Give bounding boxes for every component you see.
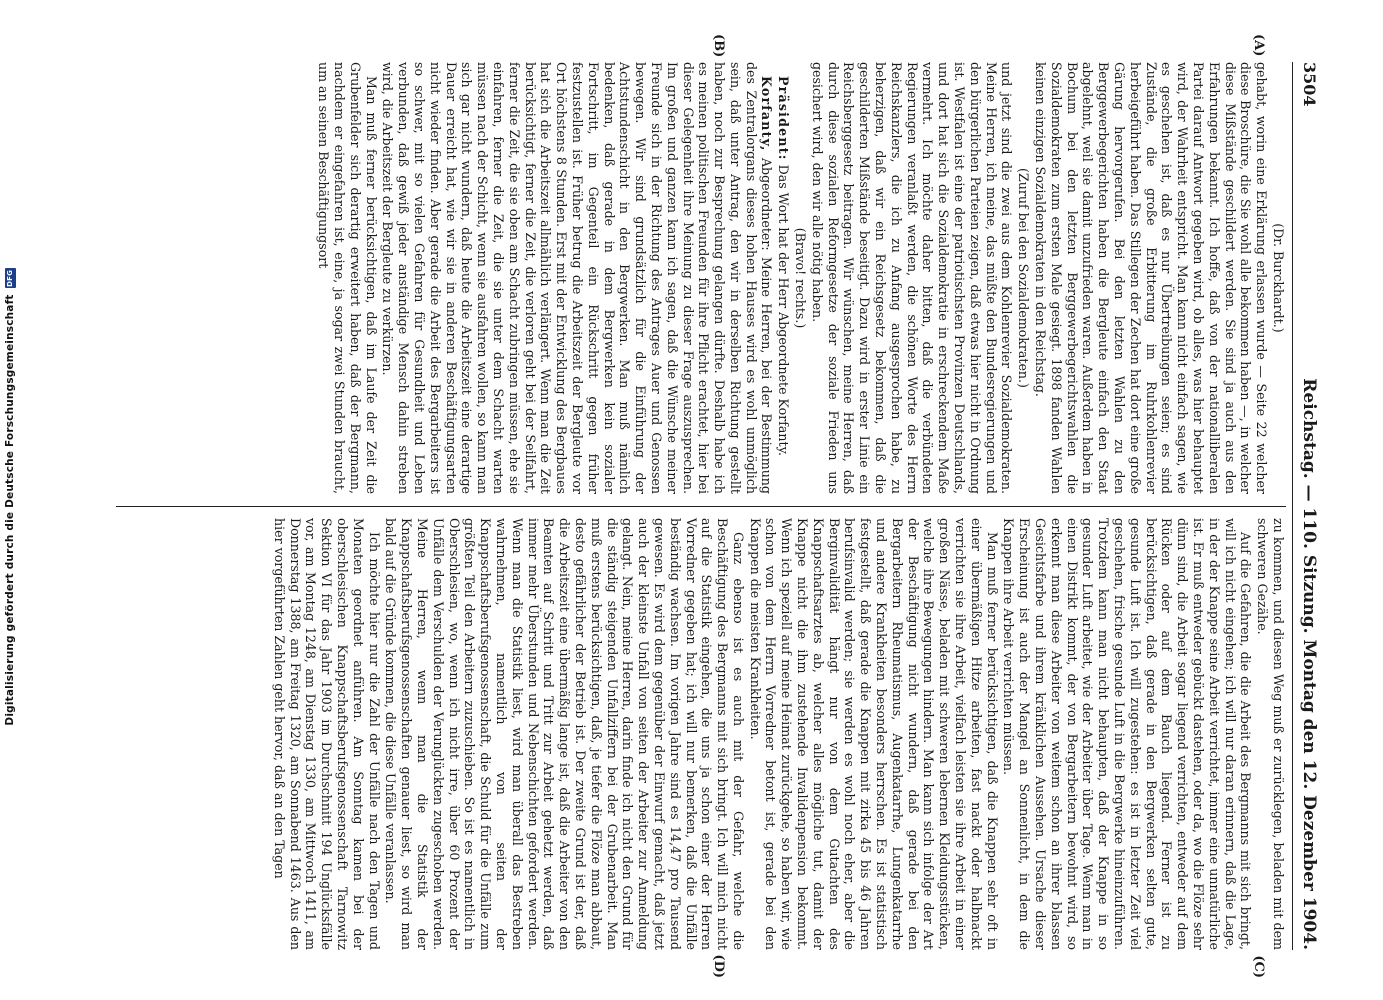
speaker-note: (Dr. Burckhardt.) [1271,223,1286,333]
speech-start [380,62,775,494]
left-column [116,34,1286,494]
dfg-logo: DFG [5,269,14,287]
column-divider [116,506,1286,507]
right-column [116,518,1286,978]
margin-marker-c: (C) [1251,955,1266,978]
interjection: (Zuruf bei den Sozialdemokraten.) [1016,168,1032,388]
document-page [63,20,1333,980]
margin-marker-b: (B) [711,34,726,58]
president-statement [776,62,792,494]
paragraph: Ganz ebenso ist es auch mit der Gefahr, welche die Beschäftigung des Bergmanns mit sich bringt. Ich will mich nicht auf die Statistik eingehen, die uns ja schon einer der Herren Vorredner gegeben hat; ich will nur bemerken, daß die Unfälle beständig wachsen. Im vorigen Jahre sind es 14,47 pro Tausend gewesen. Es wird dem gegenüber der Einwurf gemacht, daß jetzt auch der kleinste Unfall von seiten der Arbeiter zur Anmeldung gelangt. Nein, meine Herren, darin finde ich nicht den Grund für die ständig steigenden Unfallziffern bei der Grubenarbeit. Man muß erstens berücksichtigen, daß, je tiefer die Flöze man abbaut, desto gefährlicher der Betrieb ist. Der zweite Grund ist der, daß die Arbeitszeit eine übermäßig lange ist, daß die Arbeiter von den Beamten auf Schritt und Tritt zur Arbeit gehetzt werden, daß immer mehr Überstunden und Nebenschichten gefordert werden. Wenn man die Statistik liest, wird man überall das Bestreben wahrnehmen, namentlich von seiten der Knappschaftsberufsgenossenschaft, die Schuld für die Unfälle zum größten Teil den Arbeitern zuzuschieben. So ist es namentlich in Oberschlesien, wo, wenn ich nicht irre, über 60 Prozent der Unfälle dem Verschulden der Verunglückten zugeschoben werden. Meine Herren, wenn man die Statistik der Knappschaftsberufsgenossenschaften genauer liest, so wird man bald auf die Gründe kommen, die diese Unfälle veranlassen. [383,518,746,950]
paragraph: Meine Herren, bei der Bestimmung des Zentralorgans dieses hohen Hauses wird es wohl unmöglich sein, daß unter Antrag, den wir in derselben Richtung gestellt haben, noch zur Besprechung gelangen dürfte. Deshalb habe ich es meinen politischen Freunden für ihre Pflicht erachtet, hier bei dieser Gelegenheit ihre Meinung zu dieser Frage auszusprechen. Im großen und ganzen kann ich sagen, daß die Wünsche meiner Freunde sich in der Richtung des Antrages Auer und Genossen bewegen. Wir sind grundsätzlich für die Einführung der Achtstundenschicht in den Bergwerken. Man muß nämlich bedenken, daß gerade in dem Bergwerken kein sozialer Fortschritt, im Gegenteil ein Rückschritt gegen früher festzustellen ist. Früher betrug die Arbeitszeit der Bergleute vor Ort höchstens 8 Stunden. Erst mit der Entwicklung des Bergbaues hat sich die Arbeitszeit allmählich verlängert. Wenn man die Zeit berücksichtigt, ferner die Zeit, die verloren geht bei der Seilfahrt, ferner die Zeit, die sie oben am Schacht zubringen müssen, ehe sie einfahren, ferner die Zeit, die sie unter dem Schacht warten müssen nach der Schicht, wenn sie ausfahren wollen, so kann man sich gar nicht wundern, daß heute die Arbeitszeit eine derartige Dauer erreicht hat, wie wir sie in anderen Beschäftigungsarten nicht wieder finden. Aber gerade die Arbeit des Bergarbeiters ist so schwer, mit so vielen Gefahren für Gesundheit und Leben verbunden, daß gewiß jeder anständige Mensch dahin streben wird, die Arbeitszeit der Bergleute zu verkürzen. [380,62,775,494]
paragraph: Man muß ferner berücksichtigen, daß die Knappen sehr oft in einer übermäßigen Hitze arbeiten, fast nackt oder halbnackt verrichten sie ihre Arbeit, vielfach leisten sie ihre Arbeit in einer großen Nässe, beladen mit schweren lebernen Kleidungsstücken, welche ihre Bewegungen hindern. Man kann sich infolge der Art der Beschäftigung nicht wundern, daß gerade bei den Bergarbeitern Rheumatismus, Augenkatarrhe, Lungenkatarrhe und andere Krankheiten besonders herrschen. Es ist statistisch festgestellt, daß gerade die Knappen mit zirka 45 bis 46 Jahren berufsinvalid werden; sie werden es wohl noch eher, aber die Berginvalidität hängt nur von dem Gutachten des Knappschaftsarztes ab, welcher alles mögliche tut, damit der Knappe nicht die ihm zustehende Invalidenpension bekommt. Wenn ich speziell auf meine Heimat zurückgehe, so haben wir, wie schon von dem Herrn Vorredner betont ist, gerade bei den Knappen die meisten Krankheiten. [747,518,1000,950]
paragraph: Man muß ferner berücksichtigen, daß im Laufe der Zeit die Grubenfelder sich derartig erweitert haben, daß der Bergmann, nachdem er eingefahren ist, eine, ja sogar zwei Stunden braucht, um an seinen Beschäftigungsort [316,62,379,494]
paragraph: und jetzt sind die zwei aus dem Kohlenrevier Sozialdemokraten. Meine Herren, ich meine, das müßte den Bundesregierungen und den bürgerlichen Parteien zeigen, daß etwas hier nicht in Ordnung ist. Westfalen ist eine der patriotischsten Provinzen Deutschlands, und dort hat sich die Sozialdemokratie in erschreckendem Maße vermehrt. Ich möchte daher bitten, daß die verbündeten Regierungen veranlaßt werden, die schönen Worte des Herrn Reichskanzlers, die ich zu Anfang ausgesprochen habe, zu beherzigen, daß wir ein Reichsgesetz bekommen, daß die geschilderten Mißstände beseitigt. Dazu wird in erster Linie ein Reichsberggesetz beitragen. Wir wünschen, meine Herren, daß durch diese sozialen Reformgesetze der soziale Frieden uns gesichert wird, den wir alle nötig haben. [809,62,1015,494]
paragraph: Auf die Gefahren, die die Arbeit des Bergmanns mit sich bringt, will ich nicht eingehen; ich will nur daran erinnern, daß die Lage, in der der Knappe seine Arbeit verrichtet, immer eine unnatürliche ist. Er muß entweder gebückt dastehen, oder da, wo die Flöze sehr dünn sind, die Arbeit sogar liegend verrichten, entweder auf dem Rücken oder auf dem Bauch liegend. Ferner ist zu berücksichtigen, daß gerade in den Bergwerken selten gute, gesunde Luft ist. Ich will zugestehen: es ist in letzter Zeit viel geschehen, frische gesunde Luft in die Bergwerke hineinzuführen. Trotzdem kann man nicht behaupten, daß der Knappe in so gesunder Luft arbeitet, wie der Arbeiter über Tage. Wenn man in einen Distrikt kommt, der von Bergarbeitern bewohnt wird, so erkennt man diese Arbeiter von weitem schon an ihrer blassen Gesichtsfarbe und ihrem kränklichen Aussehen. Ursache dieser Erscheinung ist auch der Mangel an Sonnenlicht, in dem die Knappen ihre Arbeit verrichten müssen. [1001,518,1254,950]
speaker-name: Korfanty, [759,76,775,152]
margin-marker-d: (D) [711,954,726,978]
paragraph: zu kommen, und diesen Weg muß er zurücklegen, beladen mit dem schweren Gezähe. [1255,518,1286,950]
running-title: Reichstag. — 110. Sitzung. Montag den 12. Dezember 1904. [1299,378,1319,950]
speaker-role: Abgeordneter: [759,157,775,251]
credit-text: Digitalisierung gefördert durch die Deutsche Forschungsgemeinschaft [4,294,16,726]
digitization-credit [3,17,17,977]
text-columns [116,34,1286,978]
interjection: (Bravo! rechts.) [793,227,809,329]
page-number: 3504 [1300,62,1319,107]
margin-marker-a: (A) [1251,34,1266,57]
paragraph: Ich möchte hier nur die Zahl der Unfälle nach den Tagen und Monaten geordnet anführen. Am Sonntag kamen bei der oberschlesischen Knappschaftsberufsgenossenschaft Tarnowitz Sektion VI für das Jahr 1903 im Durchschnitt 194 Unglücksfälle vor, am Montag 1248, am Dienstag 1330, am Mittwoch 1411, am Donnerstag 1388, am Freitag 1320, am Sonnabend 1463. Aus den hier vorgeführten Zahlen geht hervor, daß an den Tagen [271,518,382,950]
president-label: Präsident: [776,76,792,161]
page-header [1292,62,1319,950]
paragraph: gehabt, worin eine Erklärung erlassen wurde — Seite 22 welcher diese Broschüre, die Sie wohl alle bekommen haben —, in welcher diese Mißstände geschildert werden. Sie sind ja auch aus den Erfahrungen bekannt. Ich hoffe, daß von der nationalliberalen Partei darauf Antwort gegeben wird, ob alles, was hier behauptet wird, der Wahrheit entspricht. Man kann nicht einfach sagen, wie es geschehen ist, daß es nur Übertreibungen seien; es sind Zustände, die große Erbitterung im Ruhrkohlenrevier herbeigeführt haben. Das Stillegen der Zechen hat dort eine große Gärung hervorgerufen. Bei den letzten Wahlen zu den Berggewerbegerichten haben die Bergleute einfach den Staat abgelehnt, weil sie damit unzufrieden waren. Außerdem haben in Bochum bei den letzten Berggewerbegerichtswahlen die Sozialdemokraten zum ersten Male gesiegt. 1898 fanden Wahlen keinen einzigen Sozialdemokraten in den Reichstag. [1033,62,1270,494]
president-text: Das Wort hat der Herr Abgeordnete Korfanty. [776,164,792,457]
